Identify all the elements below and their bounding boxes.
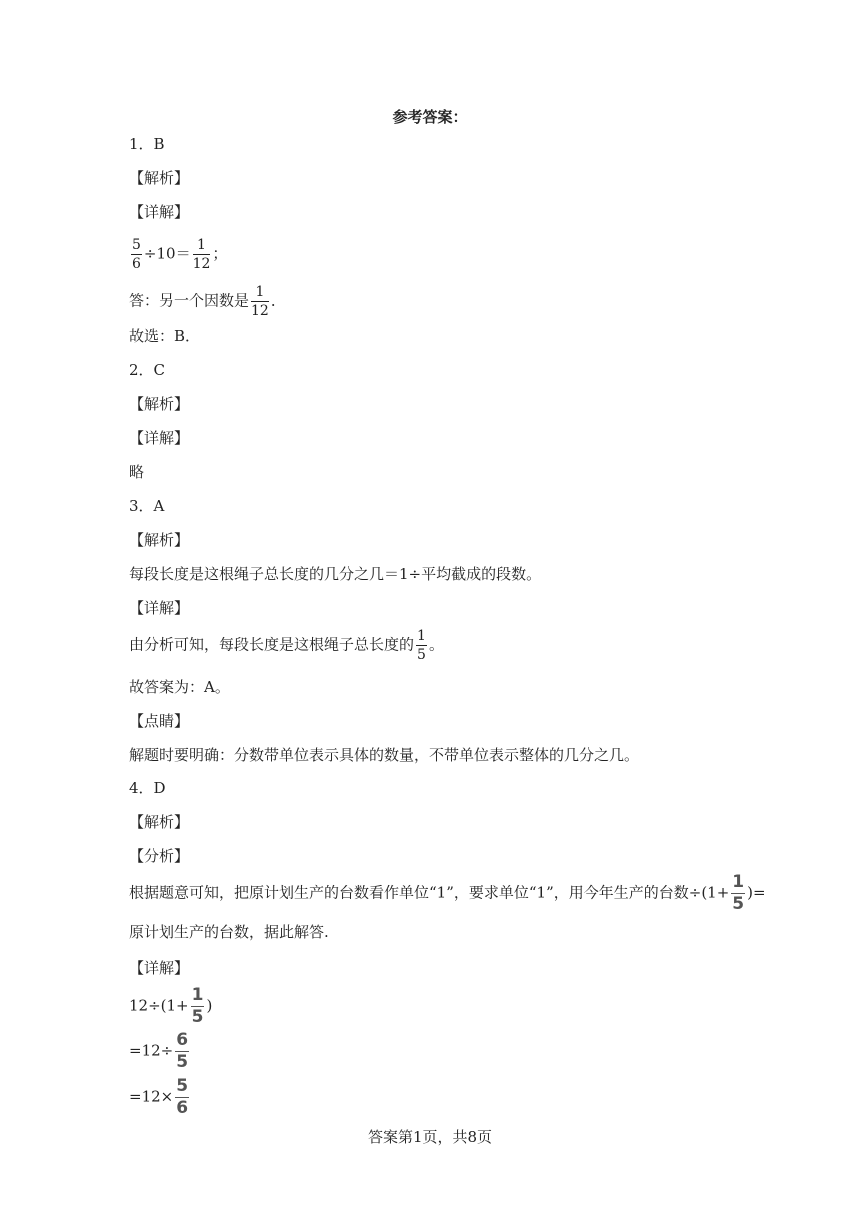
- q3-jiexi-heading: 【解析】: [129, 531, 190, 549]
- q4-analysis: 根据题意可知，把原计划生产的台数看作单位“1”，要求单位“1”，用今年生产的台数÷(1+ $\frac{1}{5}$ )=: [129, 872, 766, 914]
- q4-step-3: =12× $\frac{5}{6}$: [129, 1076, 189, 1118]
- q3-xiangjie-heading: 【详解】: [129, 599, 190, 617]
- q4-fenxi-heading: 【分析】: [129, 847, 190, 865]
- q4-step-2: =12÷ $\frac{6}{5}$: [129, 1030, 189, 1072]
- q1-jiexi-heading: 【解析】: [129, 169, 190, 187]
- fraction: $\frac{5}{6}$: [132, 237, 141, 272]
- q3-answer: 3．A: [129, 497, 165, 515]
- q2-jiexi-heading: 【解析】: [129, 395, 190, 413]
- page-title: 参考答案：: [392, 108, 468, 126]
- fraction: $\frac{1}{12}$: [251, 284, 269, 319]
- fraction: $\frac{6}{5}$: [176, 1030, 189, 1072]
- fraction: $\frac{1}{12}$: [192, 237, 211, 272]
- q1-choice: 故选：B．: [129, 327, 201, 345]
- q2-answer: 2．C: [129, 361, 166, 379]
- fraction: $\frac{1}{5}$: [417, 628, 426, 663]
- fraction: $\frac{1}{5}$: [732, 872, 745, 914]
- q1-xiangjie-heading: 【详解】: [129, 203, 190, 221]
- q3-analysis: 每段长度是这根绳子总长度的几分之几＝1÷平均截成的段数。: [129, 565, 542, 583]
- q3-detail: 由分析可知，每段长度是这根绳子总长度的 $\frac{1}{5}$ 。: [129, 628, 444, 663]
- q4-answer: 4．D: [129, 779, 166, 797]
- q4-xiangjie-heading: 【详解】: [129, 959, 190, 977]
- q4-jiexi-heading: 【解析】: [129, 813, 190, 831]
- q3-note: 解题时要明确：分数带单位表示具体的数量，不带单位表示整体的几分之几。: [129, 746, 640, 764]
- q3-dianjing-heading: 【点睛】: [129, 712, 190, 730]
- q3-conclusion: 故答案为：A。: [129, 678, 230, 696]
- fraction: $\frac{1}{5}$: [191, 985, 204, 1027]
- q1-answer: 1．B: [129, 135, 165, 153]
- q2-xiangjie-heading: 【详解】: [129, 429, 190, 447]
- q1-answer-statement: 答：另一个因数是 $\frac{1}{12}$ ．: [129, 284, 286, 319]
- q2-detail: 略: [129, 463, 145, 481]
- fraction: $\frac{5}{6}$: [176, 1076, 189, 1118]
- q1-equation: $\frac{5}{6}$ ÷10＝ $\frac{1}{12}$ ；: [132, 237, 228, 272]
- q4-analysis-continued: 原计划生产的台数，据此解答.: [129, 923, 329, 941]
- page-footer: 答案第1页，共8页: [367, 1128, 493, 1146]
- q4-step-1: 12÷(1+ $\frac{1}{5}$ ): [129, 985, 213, 1027]
